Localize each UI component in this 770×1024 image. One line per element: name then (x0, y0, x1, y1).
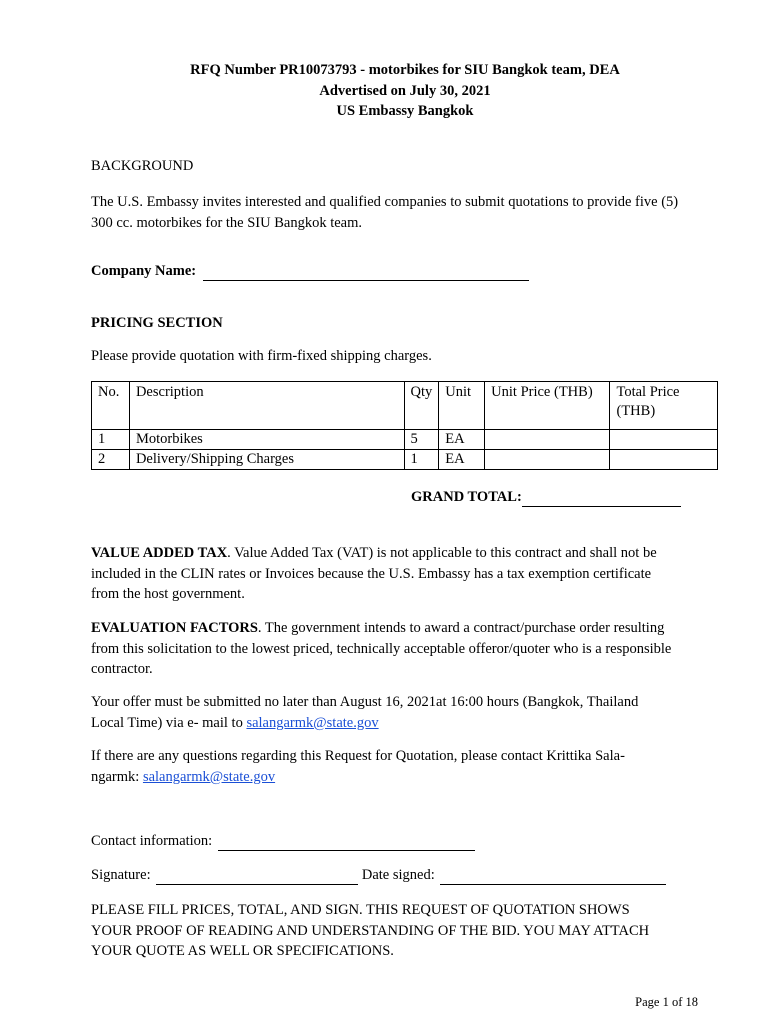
deadline-line-2: Local Time) via e- mail to (91, 714, 247, 731)
page-number: Page 1 of 18 (635, 995, 698, 1009)
col-header-total-price: Total Price (THB) (610, 382, 718, 430)
vat-line-2: included in the CLIN rates or Invoices because the U.S. Embassy has a tax exemption certificate (91, 565, 652, 582)
background-heading: BACKGROUND (91, 158, 194, 174)
row-unit-price[interactable] (485, 430, 610, 450)
signature-blank[interactable] (156, 867, 358, 885)
deadline-section (91, 692, 711, 733)
vat-heading: VALUE ADDED TAX (91, 545, 228, 561)
evaluation-section (91, 618, 721, 680)
advertised-date: Advertised on July 30, 2021 (319, 82, 491, 99)
pricing-table (91, 381, 718, 470)
instructions-notice (91, 900, 711, 962)
col-header-qty: Qty (404, 382, 439, 430)
contact-info-blank[interactable] (218, 833, 475, 851)
rfq-header (0, 60, 770, 122)
table-row (92, 450, 718, 470)
date-signed-blank[interactable] (440, 867, 666, 885)
row-unit: EA (439, 450, 485, 470)
contact-info-label: Contact information: (91, 833, 213, 849)
background-line-1: The U.S. Embassy invites interested and qualified companies to submit quotations to provide five (5) (91, 194, 679, 210)
company-name-blank[interactable] (203, 263, 529, 281)
row-unit-price[interactable] (485, 450, 610, 470)
row-no: 1 (92, 430, 130, 450)
signature-row (91, 867, 666, 885)
questions-line-1: If there are any questions regarding this Request for Quotation, please contact Krittika Sala- (91, 748, 625, 764)
row-total-price[interactable] (610, 450, 718, 470)
col-header-unit: Unit (439, 382, 485, 430)
evaluation-heading: EVALUATION FACTORS (91, 620, 258, 636)
company-name-field[interactable] (91, 263, 529, 281)
vat-line-1: . Value Added Tax (VAT) is not applicable to this contract and shall not be (227, 545, 657, 561)
vat-line-3: from the host government. (91, 586, 245, 602)
col-header-description: Description (129, 382, 404, 430)
row-qty: 1 (404, 450, 439, 470)
questions-section (91, 746, 711, 787)
company-name-label: Company Name: (91, 263, 197, 279)
row-no: 2 (92, 450, 130, 470)
grand-total-field[interactable] (411, 489, 681, 507)
embassy-name: US Embassy Bangkok (336, 103, 474, 119)
notice-line-1: PLEASE FILL PRICES, TOTAL, AND SIGN. THIS REQUEST OF QUOTATION SHOWS (91, 902, 630, 918)
evaluation-line-3: contractor. (91, 661, 153, 677)
date-signed-label: Date signed: (361, 867, 435, 883)
deadline-line-1: Your offer must be submitted no later than August 16, 2021at 16:00 hours (Bangkok, Thailand (91, 694, 639, 710)
pricing-intro: Please provide quotation with firm-fixed shipping charges. (91, 348, 432, 364)
background-text (91, 192, 711, 233)
pricing-heading: PRICING SECTION (91, 315, 223, 331)
row-qty: 5 (404, 430, 439, 450)
contact-info-field[interactable] (91, 833, 475, 851)
rfq-title: RFQ Number PR10073793 - motorbikes for SIU Bangkok team, DEA (190, 62, 620, 78)
evaluation-line-1: . The government intends to award a contract/purchase order resulting (257, 620, 665, 636)
table-row (92, 430, 718, 450)
notice-line-3: YOUR QUOTE AS WELL OR SPECIFICATIONS. (91, 943, 394, 959)
row-description: Delivery/Shipping Charges (129, 450, 404, 470)
row-description: Motorbikes (129, 430, 404, 450)
background-line-2: 300 cc. motorbikes for the SIU Bangkok team. (91, 214, 363, 231)
notice-line-2: YOUR PROOF OF READING AND UNDERSTANDING OF THE BID. YOU MAY ATTACH (91, 922, 650, 939)
row-total-price[interactable] (610, 430, 718, 450)
row-unit: EA (439, 430, 485, 450)
signature-label: Signature: (91, 867, 151, 883)
questions-line-2: ngarmk: (91, 768, 143, 785)
table-header-row (92, 382, 718, 430)
col-header-no: No. (92, 382, 130, 430)
evaluation-line-2: from this solicitation to the lowest priced, technically acceptable offeror/quoter who is a responsible (91, 640, 672, 657)
questions-email-link[interactable]: salangarmk@state.gov (142, 768, 276, 785)
col-header-unit-price: Unit Price (THB) (485, 382, 610, 430)
deadline-email-link[interactable]: salangarmk@state.gov (246, 714, 379, 731)
vat-section (91, 543, 721, 605)
grand-total-blank[interactable] (522, 489, 681, 507)
grand-total-label: GRAND TOTAL: (411, 489, 522, 505)
